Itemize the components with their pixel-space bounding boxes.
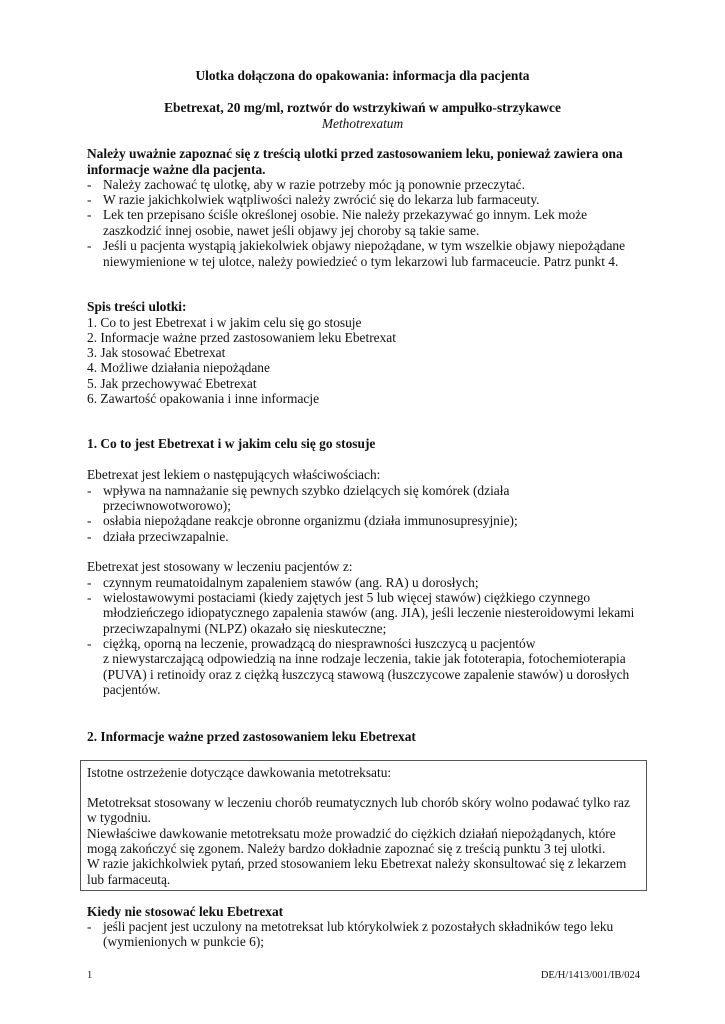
warning-text: W razie jakichkolwiek pytań, przed stosowaniem leku Ebetrexat należy skonsultować się z lekarzem <box>87 856 627 871</box>
bullet-text: osłabia niepożądane reakcje obronne organizmu (działa immunosupresyjnie); <box>103 513 518 528</box>
toc-item: 5. Jak przechowywać Ebetrexat <box>87 376 257 391</box>
bullet-dash: - <box>87 636 92 651</box>
toc-item: 4. Możliwe działania niepożądane <box>87 360 270 375</box>
bullet-dash: - <box>87 207 92 222</box>
bullet-text: jeśli pacjent jest uczulony na metotreksat lub którykolwiek z pozostałych składników tego leku <box>103 919 614 934</box>
bullet-text: młodzieńczego idiopatycznego zapalenia stawów (ang. JIA), jeśli leczenie niesteroidowymi lekami <box>103 605 635 620</box>
bullet-dash: - <box>87 192 92 207</box>
bullet-text: niewymienione w tej ulotce, należy powiedzieć o tym lekarzowi lub farmaceucie. Patrz punkt 4. <box>103 254 619 269</box>
warning-text: w tygodniu. <box>87 810 151 825</box>
bullet-text: wielostawowymi postaciami (kiedy zajętych jest 5 lub więcej stawów) ciężkiego czynnego <box>103 590 591 605</box>
toc-item: 6. Zawartość opakowania i inne informacje <box>87 391 320 406</box>
section-heading: 1. Co to jest Ebetrexat i w jakim celu się go stosuje <box>87 436 376 451</box>
bullet-dash: - <box>87 575 92 590</box>
bullet-text: Jeśli u pacjenta wystąpią jakiekolwiek objawy niepożądane, w tym wszelkie objawy niepożądane <box>103 238 626 253</box>
bullet-dash: - <box>87 483 92 498</box>
bullet-text: wpływa na namnażanie się pewnych szybko dzielących się komórek (działa <box>103 483 510 498</box>
bullet-text: Należy zachować tę ulotkę, aby w razie potrzeby móc ją ponownie przeczytać. <box>103 177 525 192</box>
section-heading: 2. Informacje ważne przed zastosowaniem leku Ebetrexat <box>87 729 416 744</box>
leaflet-title: Ulotka dołączona do opakowania: informacja dla pacjenta <box>195 68 530 83</box>
intro-warning: informacje ważne dla pacjenta. <box>87 162 266 177</box>
warning-text: lub farmaceutą. <box>87 872 171 887</box>
warning-text: Metotreksat stosowany w leczeniu chorób reumatycznych lub chorób skóry wolno podawać tylko raz <box>87 795 630 810</box>
bullet-text: przeciwzapalnymi (NLPZ) okazało się nieskuteczne; <box>103 621 387 636</box>
paragraph: Ebetrexat jest stosowany w leczeniu pacjentów z: <box>87 559 353 574</box>
toc-item: 2. Informacje ważne przed zastosowaniem leku Ebetrexat <box>87 330 396 345</box>
bullet-dash: - <box>87 177 92 192</box>
bullet-text: pacjentów. <box>103 682 161 697</box>
intro-warning: Należy uważnie zapoznać się z treścią ulotki przed zastosowaniem leku, ponieważ zawiera ona <box>87 146 623 161</box>
bullet-text: działa przeciwzapalnie. <box>103 529 229 544</box>
bullet-dash: - <box>87 590 92 605</box>
subsection-heading: Kiedy nie stosować leku Ebetrexat <box>87 904 284 919</box>
bullet-text: (PUVA) i retinoidy oraz z ciężką łuszczycą stawową (łuszczycowe zapalenie stawów) u dorosłych <box>103 667 630 682</box>
bullet-text: czynnym reumatoidalnym zapaleniem stawów (ang. RA) u dorosłych; <box>103 575 479 590</box>
bullet-text: W razie jakichkolwiek wątpliwości należy zwrócić się do lekarza lub farmaceuty. <box>103 192 540 207</box>
warning-text: mogą zakończyć się zgonem. Należy bardzo dokładnie zapoznać się z treścią punktu 3 tej ulotki. <box>87 841 606 856</box>
bullet-text: przeciwnowotworowo); <box>103 498 231 513</box>
toc-item: 3. Jak stosować Ebetrexat <box>87 345 226 360</box>
product-name: Ebetrexat, 20 mg/ml, roztwór do wstrzykiwań w ampułko-strzykawce <box>164 100 561 115</box>
bullet-dash: - <box>87 238 92 253</box>
bullet-text: z niewystarczającą odpowiedzią na inne rodzaje leczenia, takie jak fototerapia, fotochemioterapia <box>103 651 626 666</box>
active-substance: Methotrexatum <box>321 116 404 131</box>
bullet-dash: - <box>87 919 92 934</box>
bullet-text: (wymienionych w punkcie 6); <box>103 934 265 949</box>
page-number: 1 <box>87 970 93 981</box>
document-code: DE/H/1413/001/IB/024 <box>540 970 640 981</box>
warning-text: Istotne ostrzeżenie dotyczące dawkowania metotreksatu: <box>87 765 392 780</box>
bullet-dash: - <box>87 513 92 528</box>
toc-heading: Spis treści ulotki: <box>87 299 187 314</box>
bullet-text: zaszkodzić innej osobie, nawet jeśli objawy jej choroby są takie same. <box>103 223 480 238</box>
warning-text: Niewłaściwe dawkowanie metotreksatu może prowadzić do ciężkich działań niepożądanych, które <box>87 826 616 841</box>
paragraph: Ebetrexat jest lekiem o następujących właściwościach: <box>87 467 381 482</box>
bullet-dash: - <box>87 529 92 544</box>
toc-item: 1. Co to jest Ebetrexat i w jakim celu się go stosuje <box>87 315 362 330</box>
bullet-text: Lek ten przepisano ściśle określonej osobie. Nie należy przekazywać go innym. Lek może <box>103 207 588 222</box>
bullet-text: ciężką, oporną na leczenie, prowadzącą do niesprawności łuszczycą u pacjentów <box>103 636 536 651</box>
